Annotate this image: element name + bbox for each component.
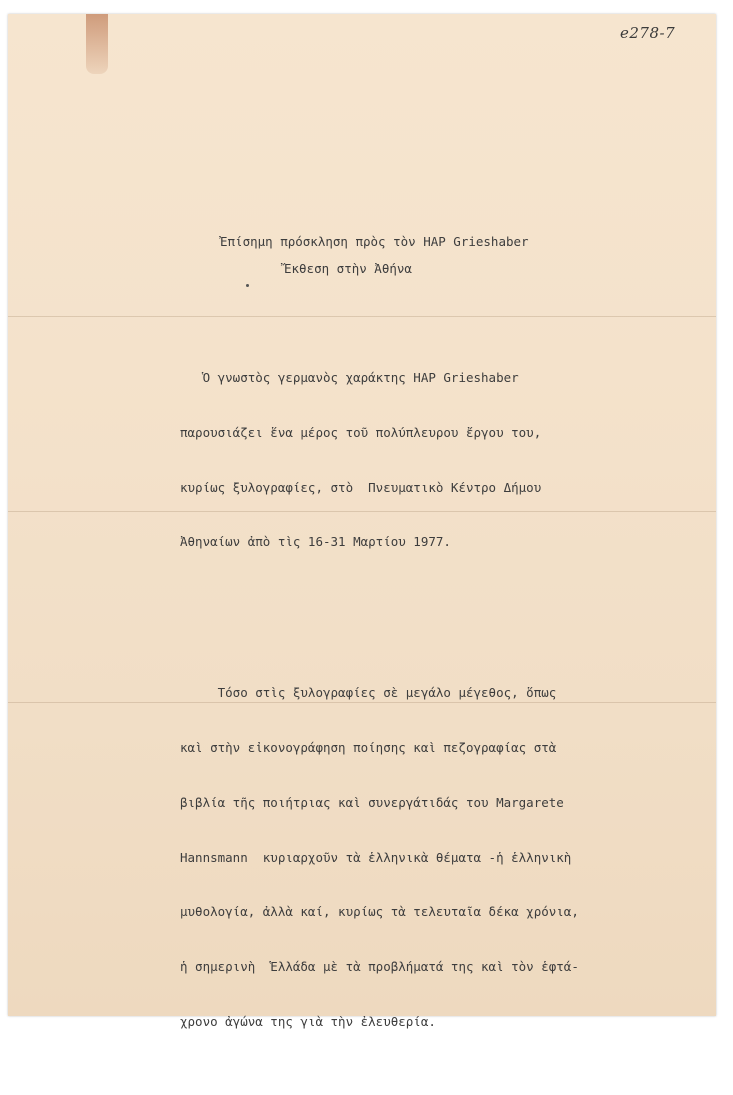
paper-sheet — [8, 14, 716, 1029]
text-line: χρονο ἀγώνα της γιὰ τὴν ἐλευθερία. — [180, 1013, 436, 1029]
document-title: Ἐπίσημη πρόσκληση πρὸς τὸν HAP Grieshaber — [220, 234, 529, 249]
text-line: Τόσο στὶς ξυλογραφίες σὲ μεγάλο μέγεθος, ὅπως — [180, 685, 557, 701]
text-line: καὶ στὴν εἰκονογράφηση ποίησης καὶ πεζογραφίας στὰ — [180, 739, 557, 755]
archive-reference: e278-7 — [620, 24, 676, 42]
document-subtitle: Ἔκθεση στὴν Ἀθήνα — [284, 261, 412, 276]
text-line: μυθολογία, ἀλλὰ καί, κυρίως τὰ τελευταῖα δέκα χρόνια, — [180, 904, 579, 920]
text-line: βιβλία τῆς ποιήτριας καὶ συνεργάτιδάς του Margarete — [180, 794, 564, 810]
text-line: κυρίως ξυλογραφίες, στὸ Πνευματικὸ Κέντρο Δήμου — [180, 479, 542, 495]
text-line: Hannsmann κυριαρχοῦν τὰ ἑλληνικὰ θέματα -ἡ ἑλληνικὴ — [180, 849, 572, 865]
text-line: Ὁ γνωστὸς γερμανὸς χαράκτης HAP Grieshaber — [180, 370, 519, 385]
paragraph — [180, 336, 579, 585]
paragraph-gap — [180, 615, 579, 621]
document-body — [180, 306, 579, 1095]
text-line: παρουσιάζει ἕνα μέρος τοῦ πολύπλευρου ἔργου του, — [180, 424, 542, 440]
rust-stain — [86, 14, 108, 74]
paragraph — [180, 651, 579, 1065]
text-line: ἡ σημερινὴ Ἑλλάδα μὲ τὰ προβλήματά της καὶ τὸν ἑφτά- — [180, 959, 579, 975]
text-line: Ἀθηναίων ἀπὸ τὶς 16-31 Μαρτίου 1977. — [180, 534, 451, 550]
ink-dot — [246, 284, 249, 287]
